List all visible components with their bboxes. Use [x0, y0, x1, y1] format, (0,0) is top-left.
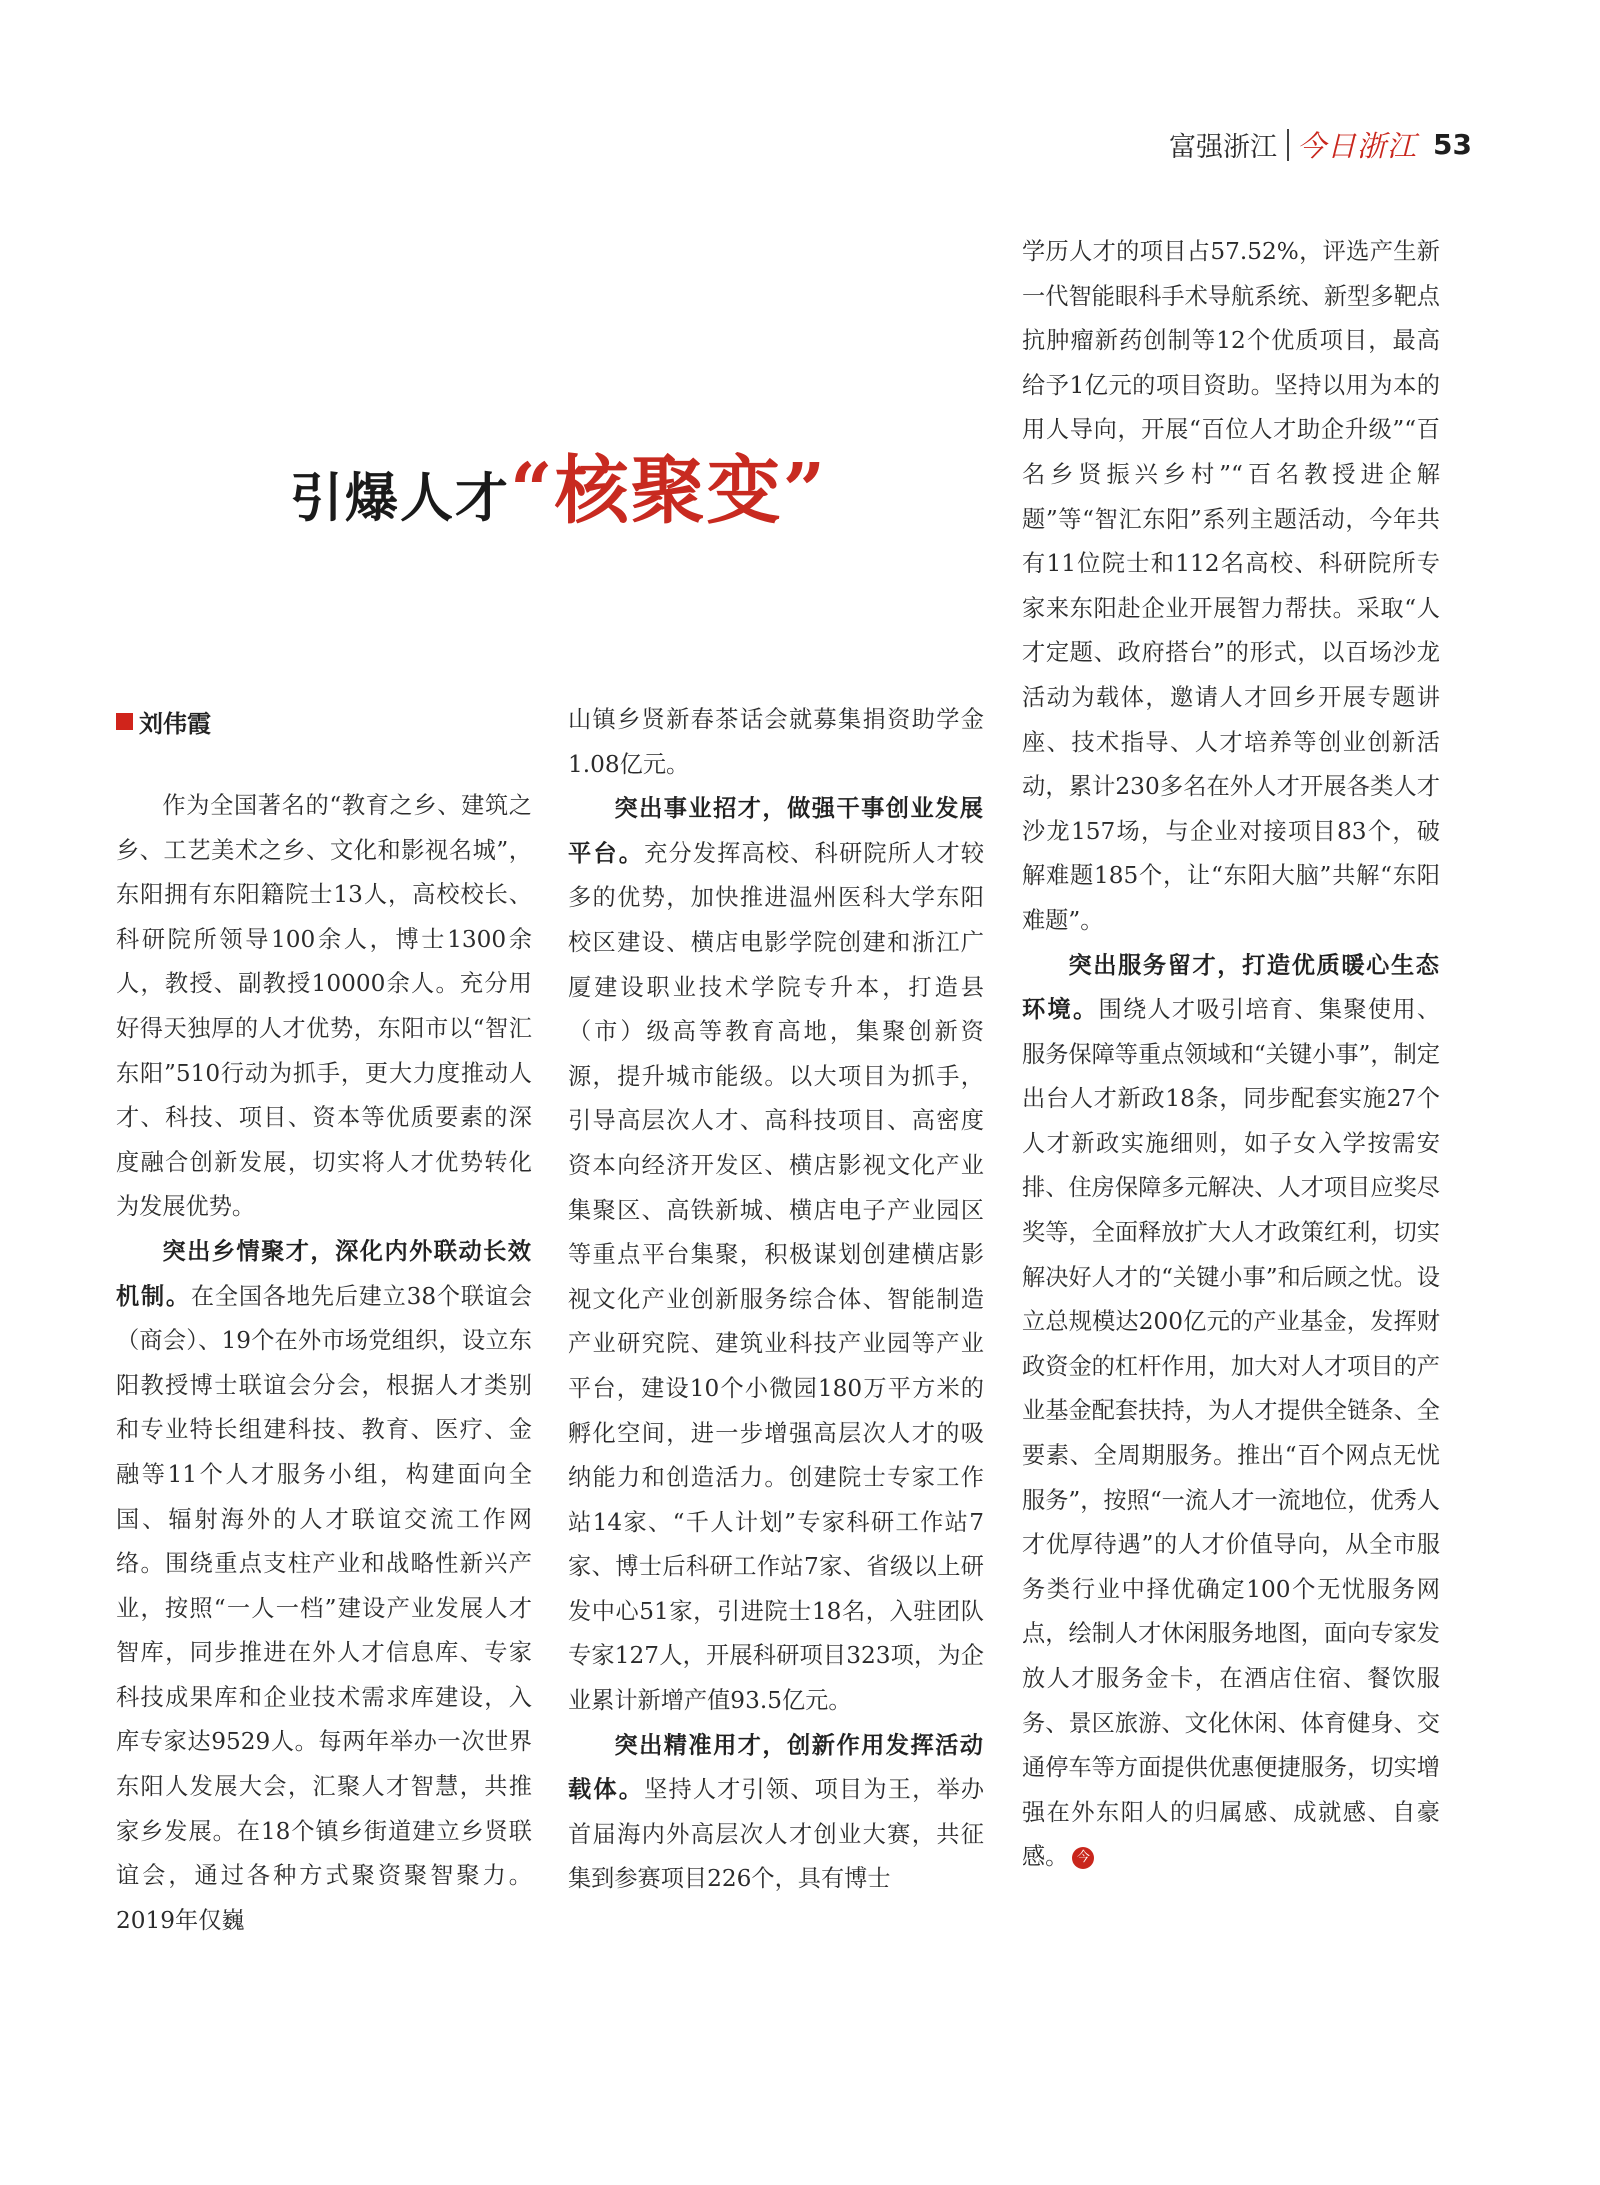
title-highlight: “核聚变” — [510, 448, 828, 534]
paragraph-text: 学历人才的项目占57.52%，评选产生新一代智能眼科手术导航系统、新型多靶点抗肿瘤新药创制等12个优质项目，最高给予1亿元的项目资助。坚持以用为本的用人导向，开展“百位人才助企升级”“百名乡贤振兴乡村”“百名教授进企解题”等“智汇东阳”系列主题活动，今年共有11位院士和112名高校、科研院所专家来东阳赴企业开展智力帮扶。采取“人才定题、政府搭台”的形式，以百场沙龙活动为载体，邀请人才回乡开展专题讲座、技术指导、人才培养等创业创新活动，累计230多名在外人才开展各类人才沙龙157场，与企业对接项目83个，破解难题185个，让“东阳大脑”共解“东阳难题”。 — [1022, 238, 1440, 934]
paragraph — [568, 787, 984, 1723]
text-column-2 — [568, 698, 984, 1902]
header-divider — [1287, 129, 1289, 161]
paragraph-lead: 突出事业招才，做强干事创业发展平台。 — [568, 795, 984, 867]
paragraph-lead: 突出服务留才，打造优质暖心生态环境。 — [1022, 951, 1440, 1024]
paragraph — [568, 698, 984, 787]
paragraph-text: 围绕人才吸引培育、集聚使用、服务保障等重点领域和“关键小事”，制定出台人才新政18条，同步配套实施27个人才新政实施细则，如子女入学按需安排、住房保障多元解决、人才项目应奖尽奖等，全面释放扩大人才政策红利，切实解决好人才的“关键小事”和后顾之忧。设立总规模达200亿元的产业基金，发挥财政资金的杠杆作用，加大对人才项目的产业基金配套扶持，为人才提供全链条、全要素、全周期服务。推出“百个网点无忧服务”，按照“一流人才一流地位，优秀人才优厚待遇”的人才价值导向，从全市服务类行业中择优确定100个无忧服务网点，绘制人才休闲服务地图，面向专家发放人才服务金卡，在酒店住宿、餐饮服务、景区旅游、文化休闲、体育健身、交通停车等方面提供优惠便捷服务，切实增强在外东阳人的归属感、成就感、自豪感。 — [1022, 996, 1441, 1871]
paragraph — [116, 784, 532, 1230]
page-number: 53 — [1433, 128, 1472, 161]
author-name: 刘伟霞 — [139, 710, 211, 738]
paragraph-lead: 突出精准用才，创新作用发挥活动载体。 — [568, 1731, 984, 1804]
red-square-icon — [116, 713, 133, 730]
text-column-1 — [116, 784, 532, 1943]
paragraph-text: 在全国各地先后建立38个联谊会（商会）、19个在外市场党组织，设立东阳教授博士联谊会分会，根据人才类别和专业特长组建科技、教育、医疗、金融等11个人才服务小组，构建面向全国、辐射海外的人才联谊交流工作网络。围绕重点支柱产业和战略性新兴产业，按照“一人一档”建设产业发展人才智库，同步推进在外人才信息库、专家科技成果库和企业技术需求库建设，入库专家达9529人。每两年举办一次世界东阳人发展大会，汇聚人才智慧，共推家乡发展。在18个镇乡街道建立乡贤联谊会，通过各种方式聚资聚智聚力。2019年仅巍 — [116, 1282, 532, 1934]
paragraph-text: 山镇乡贤新春茶话会就募集捐资助学金1.08亿元。 — [568, 706, 984, 778]
section-name: 富强浙江 — [1169, 132, 1278, 163]
paragraph-text: 作为全国著名的“教育之乡、建筑之乡、工艺美术之乡、文化和影视名城”，东阳拥有东阳籍院士13人，高校校长、科研院所领导100余人，博士1300余人，教授、副教授10000余人。充分用好得天独厚的人才优势，东阳市以“智汇东阳”510行动为抓手，更大力度推动人才、科技、项目、资本等优质要素的深度融合创新发展，切实将人才优势转化为发展优势。 — [116, 792, 532, 1221]
magazine-logo: 今日浙江 — [1297, 129, 1418, 163]
paragraph — [116, 1230, 532, 1944]
paragraph-text: 坚持人才引领、项目为王，举办首届海内外高层次人才创业大赛，共征集到参赛项目226个，具有博士 — [568, 1776, 985, 1893]
text-column-3 — [1022, 230, 1440, 1880]
paragraph-text: 充分发挥高校、科研院所人才较多的优势，加快推进温州医科大学东阳校区建设、横店电影学院创建和浙江广厦建设职业技术学院专升本，打造县（市）级高等教育高地，集聚创新资源，提升城市能级。以大项目为抓手，引导高层次人才、高科技项目、高密度资本向经济开发区、横店影视文化产业集聚区、高铁新城、横店电子产业园区等重点平台集聚，积极谋划创建横店影视文化产业创新服务综合体、智能制造产业研究院、建筑业科技产业园等产业平台，建设10个小微园180万平方米的孵化空间，进一步增强高层次人才的吸纳能力和创造活力。创建院士专家工作站14家、“千人计划”专家科研工作站7家、博士后科研工作站7家、省级以上研发中心51家，引进院士18名，入驻团队专家127人，开展科研项目323项，为企业累计新增产值93.5亿元。 — [568, 839, 985, 1715]
author-byline — [116, 704, 211, 739]
paragraph — [1022, 944, 1440, 1880]
article-title — [290, 432, 827, 538]
page-header — [1169, 124, 1472, 165]
title-prefix: 引爆人才 — [290, 467, 510, 529]
paragraph — [568, 1724, 984, 1902]
end-mark-icon: 今 — [1072, 1847, 1094, 1869]
paragraph-lead: 突出乡情聚才，深化内外联动长效机制。 — [116, 1237, 532, 1310]
paragraph — [1022, 230, 1440, 944]
